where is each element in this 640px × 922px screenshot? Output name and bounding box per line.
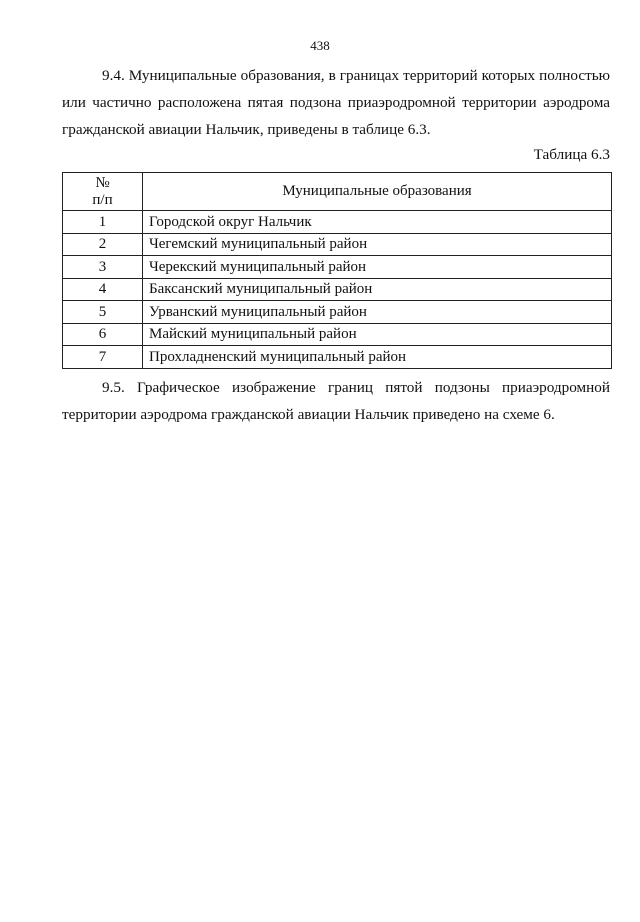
municipalities-table: [62, 172, 612, 369]
paragraph-9-4: 9.4. Муниципальные образования, в границах территорий которых полностью или частично расположена пятая подзона приаэродромной территории аэродрома гражданской авиации Нальчик, приведены в таблице 6.3.: [62, 67, 610, 138]
row-number: 7: [63, 346, 143, 369]
table-row: [63, 346, 612, 369]
table-header-row: [63, 173, 612, 211]
table-row: [63, 233, 612, 256]
header-number: [63, 173, 143, 211]
row-number: 5: [63, 301, 143, 324]
row-number: 6: [63, 323, 143, 346]
row-municipality: Майский муниципальный район: [143, 323, 612, 346]
row-municipality: Чегемский муниципальный район: [143, 233, 612, 256]
paragraph-9-5: 9.5. Графическое изображение границ пятой подзоны приаэродромной территории аэродрома гражданской авиации Нальчик приведено на схеме 6.: [62, 379, 610, 423]
page-number: 438: [310, 38, 330, 53]
table-row: [63, 323, 612, 346]
row-number: 3: [63, 256, 143, 279]
row-number: 2: [63, 233, 143, 256]
row-municipality: Баксанский муниципальный район: [143, 278, 612, 301]
header-number-abbr: п/п: [92, 191, 113, 208]
table-caption: Таблица 6.3: [533, 146, 610, 163]
row-municipality: Прохладненский муниципальный район: [143, 346, 612, 369]
table-row: [63, 301, 612, 324]
header-number-symbol: №: [95, 174, 110, 191]
row-municipality: Урванский муниципальный район: [143, 301, 612, 324]
table-row: [63, 211, 612, 234]
row-number: 4: [63, 278, 143, 301]
table-row: [63, 278, 612, 301]
header-municipalities: Муниципальные образования: [143, 173, 612, 211]
row-municipality: Городской округ Нальчик: [143, 211, 612, 234]
row-municipality: Черекский муниципальный район: [143, 256, 612, 279]
row-number: 1: [63, 211, 143, 234]
table-row: [63, 256, 612, 279]
